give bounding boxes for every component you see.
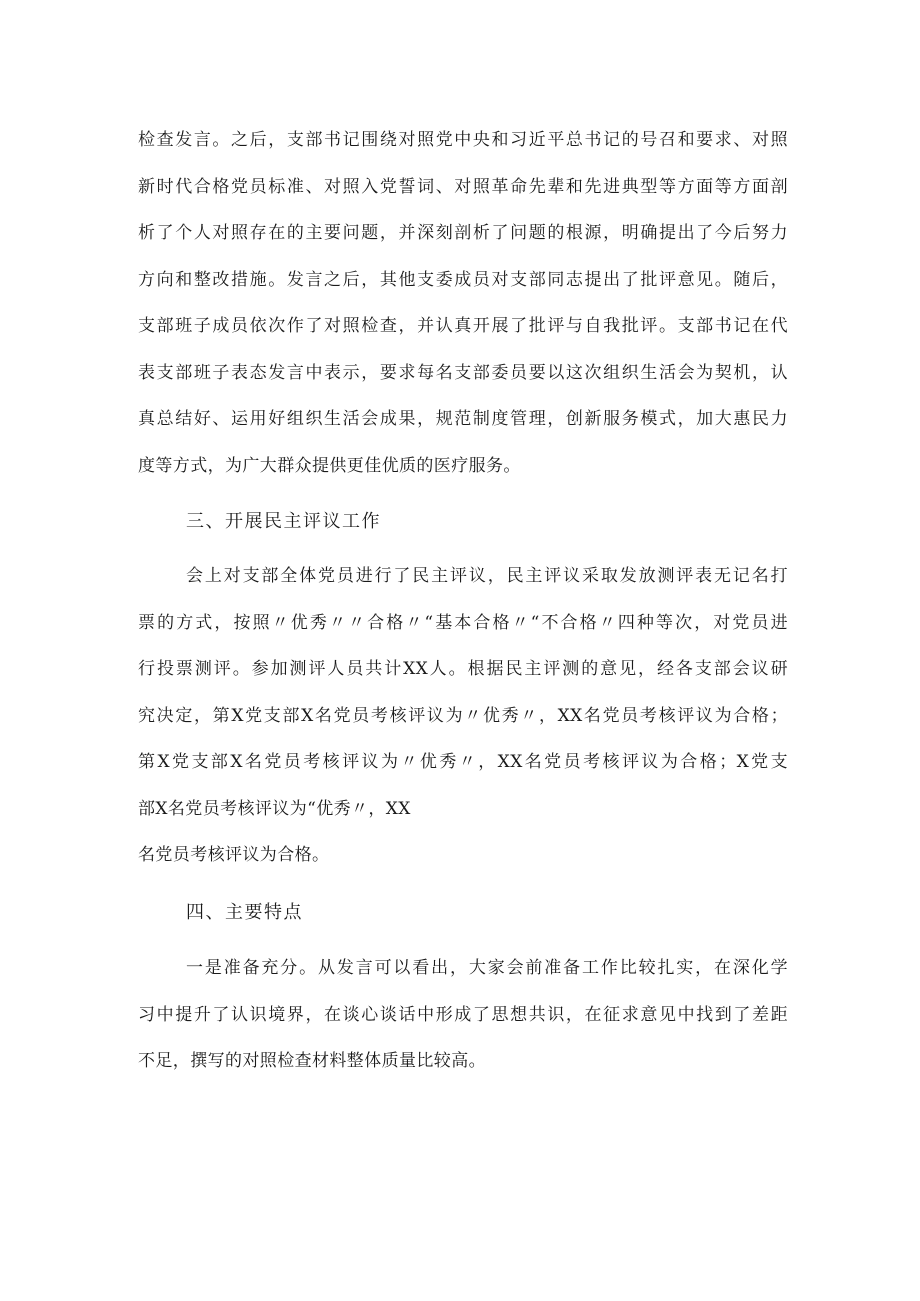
paragraph-3-line-3: 不足，撰写的对照检查材料整体质量比较高。 [138,1051,486,1071]
paragraph-2-line-5: 第X党支部X名党员考核评议为〃优秀〃，XX名党员考核评议为合格；X党支 [138,752,788,772]
paragraph-2-line-3: 行投票测评。参加测评人员共计XX人。根据民主评测的意见，经各支部会议研 [138,659,788,679]
paragraph-2-line-4: 究决定，第X党支部X名党员考核评议为〃优秀〃，XX名党员考核评议为合格； [138,706,788,726]
paragraph-3-line-2: 习中提升了认识境界，在谈心谈话中形成了思想共识，在征求意见中找到了差距 [138,1005,788,1025]
paragraph-2-line-7: 名党员考核评议为合格。 [138,845,330,865]
paragraph-2-line-6: 部X名党员考核评议为“优秀〃，XX [138,799,411,819]
paragraph-1-line-5: 支部班子成员依次作了对照检查，并认真开展了批评与自我批评。支部书记在代 [138,316,788,336]
section-heading-3: 三、开展民主评议工作 [186,511,381,532]
paragraph-3-line-1: 一是准备充分。从发言可以看出，大家会前准备工作比较扎实，在深化学 [186,958,788,978]
paragraph-1-line-1: 检查发言。之后，支部书记围绕对照党中央和习近平总书记的号召和要求、对照 [138,130,788,150]
paragraph-2-line-2: 票的方式，按照〃优秀〃〃合格〃“基本合格〃“不合格〃四种等次，对党员进 [138,613,788,633]
paragraph-2-line-1: 会上对支部全体党员进行了民主评议，民主评议采取发放测评表无记名打 [186,566,788,586]
section-heading-4: 四、主要特点 [186,902,303,923]
paragraph-1-line-2: 新时代合格党员标准、对照入党誓词、对照革命先辈和先进典型等方面等方面剖 [138,177,788,197]
paragraph-1-line-3: 析了个人对照存在的主要问题，并深刻剖析了问题的根源，明确提出了今后努力 [138,223,788,243]
paragraph-1-line-6: 表支部班子表态发言中表示，要求每名支部委员要以这次组织生活会为契机，认 [138,363,788,383]
paragraph-1-line-4: 方向和整改措施。发言之后，其他支委成员对支部同志提出了批评意见。随后， [138,270,788,290]
paragraph-1-line-7: 真总结好、运用好组织生活会成果，规范制度管理，创新服务模式，加大惠民力 [138,409,788,429]
paragraph-1-line-8: 度等方式，为广大群众提供更佳优质的医疗服务。 [138,456,521,476]
